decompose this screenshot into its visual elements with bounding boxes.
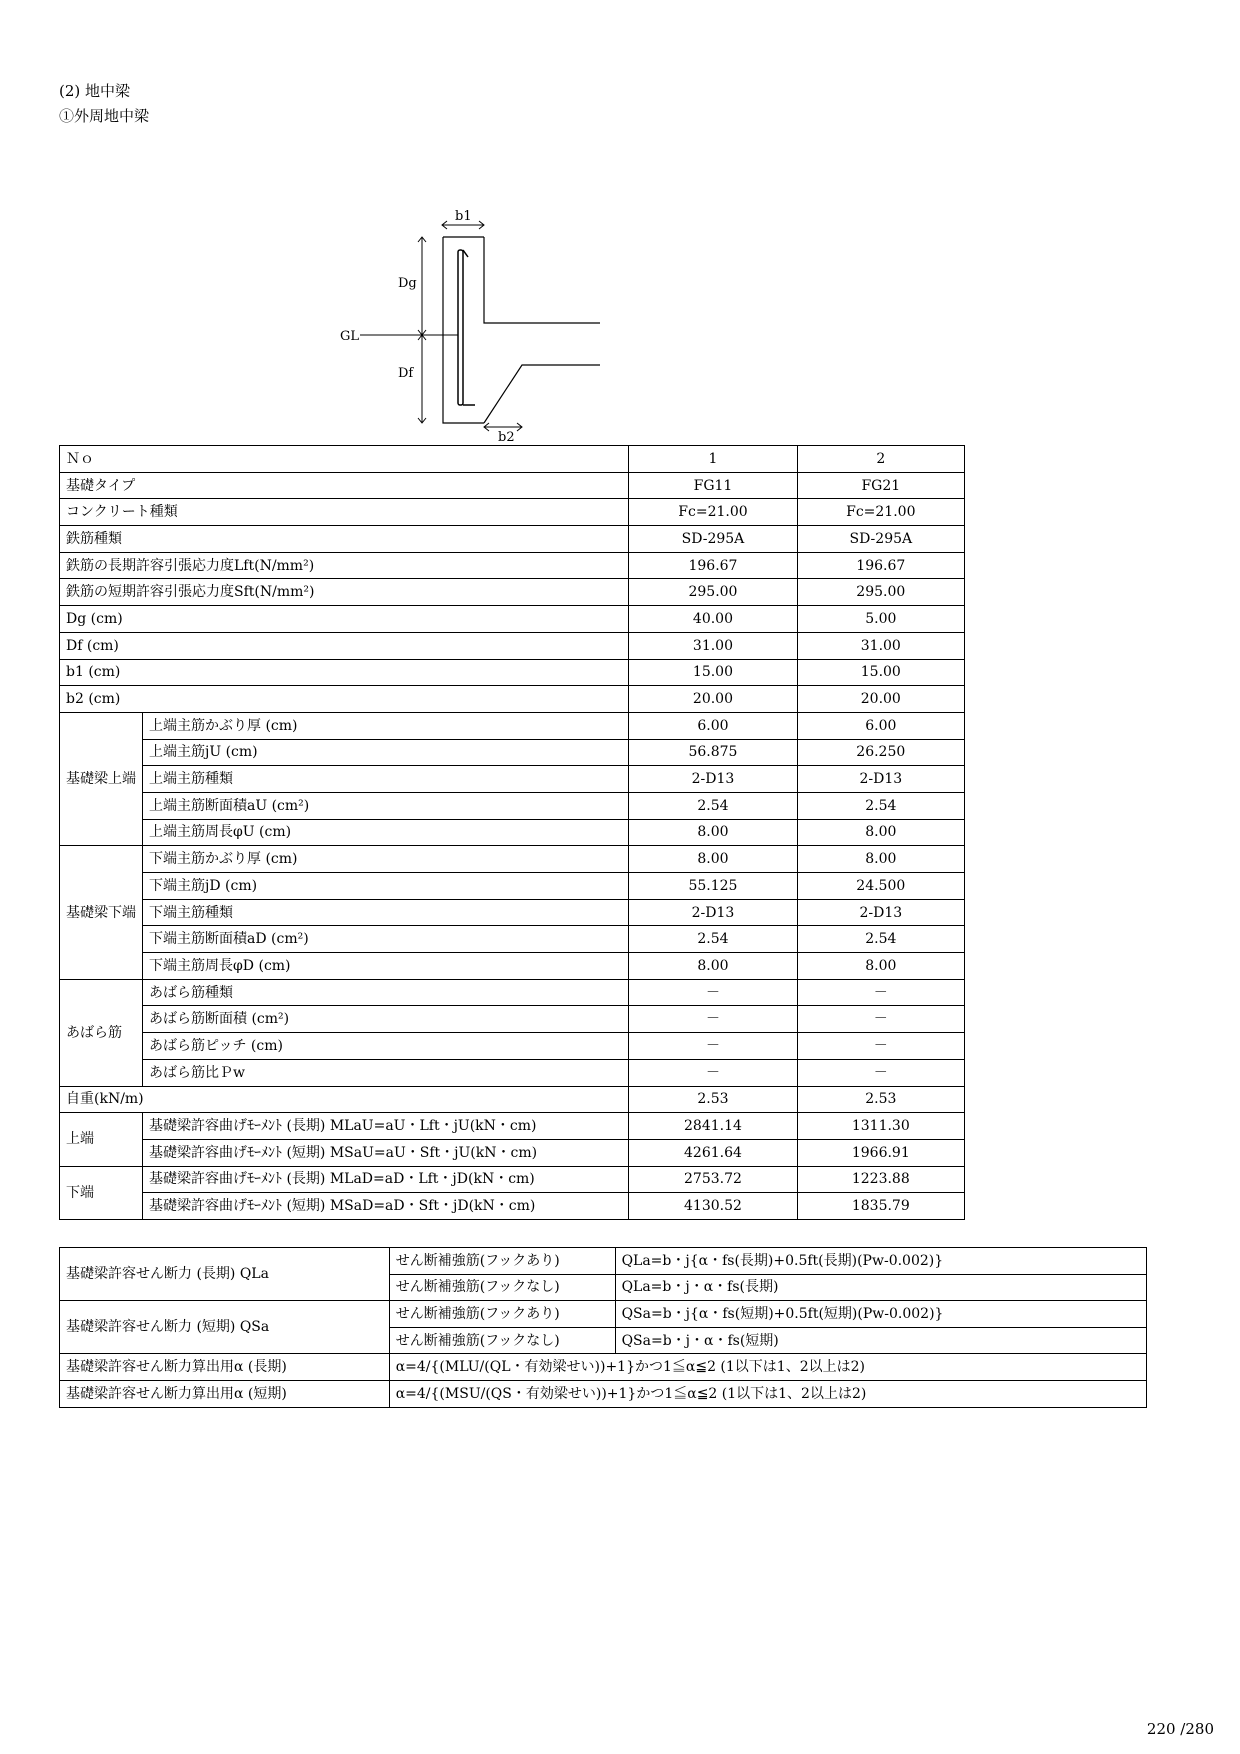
b1-label: b1 [455, 209, 472, 224]
row-label: b2 (cm) [60, 686, 629, 713]
table-row [60, 712, 965, 739]
table-row [60, 499, 965, 526]
value-cell: 8.00 [629, 953, 797, 980]
dg-label: Dg [398, 276, 417, 291]
formula-cell: QSa=b・j・α・fs(短期) [615, 1327, 1146, 1354]
value-cell: － [797, 1059, 964, 1086]
row-label: 下端主筋種類 [143, 899, 629, 926]
row-label: 基礎梁許容曲げﾓｰﾒﾝﾄ (短期) MSaD=aD・Sft・jD(kN・cm) [143, 1193, 629, 1220]
value-cell: 55.125 [629, 873, 797, 900]
value-cell: － [797, 1006, 964, 1033]
hook-yes-label: せん断補強筋(フックあり) [389, 1301, 615, 1328]
shear-long-label: 基礎梁許容せん断力 (長期) QLa [60, 1248, 390, 1301]
row-label: 基礎タイプ [60, 472, 629, 499]
moment-group-label: 下端 [60, 1166, 143, 1219]
table-row [60, 526, 965, 553]
value-cell: 26.250 [797, 739, 964, 766]
table-row [60, 1059, 965, 1086]
value-cell: 31.00 [629, 632, 797, 659]
row-label: 下端主筋かぶり厚 (cm) [143, 846, 629, 873]
table-row [60, 899, 965, 926]
value-cell: 8.00 [797, 819, 964, 846]
table-row [60, 659, 965, 686]
section-heading: (2) 地中梁 [59, 82, 131, 100]
table-row [60, 979, 965, 1006]
value-cell: 4130.52 [629, 1193, 797, 1220]
row-label: 鉄筋の短期許容引張応力度Sft(N/mm²) [60, 579, 629, 606]
value-cell: 196.67 [629, 552, 797, 579]
value-cell: 2.54 [797, 926, 964, 953]
row-label: 基礎梁許容曲げﾓｰﾒﾝﾄ (短期) MSaU=aU・Sft・jU(kN・cm) [143, 1139, 629, 1166]
group-label: あばら筋 [60, 979, 143, 1086]
row-label: 下端主筋jD (cm) [143, 873, 629, 900]
value-cell: SD-295A [629, 526, 797, 553]
row-label: 上端主筋断面積aU (cm²) [143, 792, 629, 819]
row-label: Df (cm) [60, 632, 629, 659]
value-cell: 2-D13 [629, 766, 797, 793]
header-col-1: 1 [629, 446, 797, 473]
value-cell: 1223.88 [797, 1166, 964, 1193]
table-row [60, 686, 965, 713]
row-label: 下端主筋断面積aD (cm²) [143, 926, 629, 953]
table-row [60, 1380, 1147, 1407]
formula-cell: QSa=b・j{α・fs(短期)+0.5ft(短期)(Pw-0.002)} [615, 1301, 1146, 1328]
table-row [60, 1006, 965, 1033]
hook-yes-label: せん断補強筋(フックあり) [389, 1248, 615, 1275]
value-cell: FG11 [629, 472, 797, 499]
row-label: 上端主筋jU (cm) [143, 739, 629, 766]
header-col-2: 2 [797, 446, 964, 473]
value-cell: 2-D13 [797, 899, 964, 926]
value-cell: 1966.91 [797, 1139, 964, 1166]
value-cell: 1835.79 [797, 1193, 964, 1220]
formula-cell: QLa=b・j{α・fs(長期)+0.5ft(長期)(Pw-0.002)} [615, 1248, 1146, 1275]
shear-short-label: 基礎梁許容せん断力 (短期) QSa [60, 1301, 390, 1354]
table-row [60, 739, 965, 766]
table-row [60, 606, 965, 633]
row-label: あばら筋種類 [143, 979, 629, 1006]
value-cell: 15.00 [629, 659, 797, 686]
row-label: Dg (cm) [60, 606, 629, 633]
value-cell: － [797, 1033, 964, 1060]
subsection-heading: ①外周地中梁 [59, 107, 150, 125]
table-row [60, 792, 965, 819]
table-row [60, 926, 965, 953]
moment-group-label: 上端 [60, 1113, 143, 1166]
value-cell: Fc=21.00 [797, 499, 964, 526]
table-row [60, 1354, 1147, 1381]
table-row [60, 1113, 965, 1140]
formula-cell: α=4/{(MLU/(QL・有効梁せい))+1}かつ1≦α≦2 (1以下は1、2以上は2) [389, 1354, 1146, 1381]
value-cell: 1311.30 [797, 1113, 964, 1140]
table-row [60, 1248, 1147, 1275]
hook-no-label: せん断補強筋(フックなし) [389, 1327, 615, 1354]
table-row [60, 1139, 965, 1166]
df-label: Df [398, 366, 414, 381]
page-number: 220 /280 [1146, 1720, 1214, 1738]
header-label: Ｎｏ [60, 446, 629, 473]
value-cell: 2-D13 [797, 766, 964, 793]
table-row [60, 1166, 965, 1193]
value-cell: － [797, 979, 964, 1006]
value-cell: 8.00 [629, 819, 797, 846]
b2-label: b2 [498, 430, 515, 445]
alpha-long-label: 基礎梁許容せん断力算出用α (長期) [60, 1354, 390, 1381]
value-cell: 2.53 [797, 1086, 964, 1113]
alpha-short-label: 基礎梁許容せん断力算出用α (短期) [60, 1380, 390, 1407]
row-label: あばら筋比Ｐw [143, 1059, 629, 1086]
value-cell: 2753.72 [629, 1166, 797, 1193]
value-cell: 20.00 [797, 686, 964, 713]
formula-cell: QLa=b・j・α・fs(長期) [615, 1274, 1146, 1301]
row-label: あばら筋ピッチ (cm) [143, 1033, 629, 1060]
beam-section-diagram [330, 205, 610, 445]
formula-cell: α=4/{(MSU/(QS・有効梁せい))+1}かつ1≦α≦2 (1以下は1、2以上は2) [389, 1380, 1146, 1407]
row-label: 鉄筋種類 [60, 526, 629, 553]
table-row [60, 632, 965, 659]
row-label: 基礎梁許容曲げﾓｰﾒﾝﾄ (長期) MLaU=aU・Lft・jU(kN・cm) [143, 1113, 629, 1140]
table-row [60, 766, 965, 793]
row-label: 上端主筋種類 [143, 766, 629, 793]
value-cell: 2.53 [629, 1086, 797, 1113]
gl-label: GL [340, 329, 360, 344]
value-cell: 8.00 [629, 846, 797, 873]
beam-spec-table [59, 445, 965, 1220]
value-cell: 31.00 [797, 632, 964, 659]
table-row [60, 873, 965, 900]
value-cell: 20.00 [629, 686, 797, 713]
self-weight-label: 自重(kN/m) [60, 1086, 629, 1113]
value-cell: － [629, 1059, 797, 1086]
table-row [60, 1193, 965, 1220]
table-row [60, 1033, 965, 1060]
table-row [60, 953, 965, 980]
value-cell: 2.54 [629, 792, 797, 819]
value-cell: － [629, 979, 797, 1006]
value-cell: 295.00 [797, 579, 964, 606]
value-cell: 4261.64 [629, 1139, 797, 1166]
row-label: 上端主筋周長φU (cm) [143, 819, 629, 846]
row-label: 上端主筋かぶり厚 (cm) [143, 712, 629, 739]
value-cell: 6.00 [797, 712, 964, 739]
table-row [60, 472, 965, 499]
value-cell: 56.875 [629, 739, 797, 766]
table-row [60, 1086, 965, 1113]
row-label: 下端主筋周長φD (cm) [143, 953, 629, 980]
table-row [60, 552, 965, 579]
value-cell: 2.54 [629, 926, 797, 953]
value-cell: 8.00 [797, 953, 964, 980]
value-cell: 8.00 [797, 846, 964, 873]
row-label: b1 (cm) [60, 659, 629, 686]
table-row [60, 1301, 1147, 1328]
group-label: 基礎梁上端 [60, 712, 143, 845]
row-label: 鉄筋の長期許容引張応力度Lft(N/mm²) [60, 552, 629, 579]
value-cell: 5.00 [797, 606, 964, 633]
table-row [60, 446, 965, 473]
value-cell: Fc=21.00 [629, 499, 797, 526]
shear-formula-table [59, 1247, 1147, 1408]
value-cell: 2.54 [797, 792, 964, 819]
value-cell: 40.00 [629, 606, 797, 633]
value-cell: － [629, 1006, 797, 1033]
table-row [60, 819, 965, 846]
value-cell: 196.67 [797, 552, 964, 579]
value-cell: SD-295A [797, 526, 964, 553]
row-label: コンクリート種類 [60, 499, 629, 526]
value-cell: 15.00 [797, 659, 964, 686]
value-cell: 6.00 [629, 712, 797, 739]
row-label: 基礎梁許容曲げﾓｰﾒﾝﾄ (長期) MLaD=aD・Lft・jD(kN・cm) [143, 1166, 629, 1193]
table-row [60, 579, 965, 606]
value-cell: 24.500 [797, 873, 964, 900]
group-label: 基礎梁下端 [60, 846, 143, 979]
value-cell: 2841.14 [629, 1113, 797, 1140]
row-label: あばら筋断面積 (cm²) [143, 1006, 629, 1033]
value-cell: 295.00 [629, 579, 797, 606]
table-row [60, 846, 965, 873]
value-cell: FG21 [797, 472, 964, 499]
value-cell: － [629, 1033, 797, 1060]
hook-no-label: せん断補強筋(フックなし) [389, 1274, 615, 1301]
value-cell: 2-D13 [629, 899, 797, 926]
